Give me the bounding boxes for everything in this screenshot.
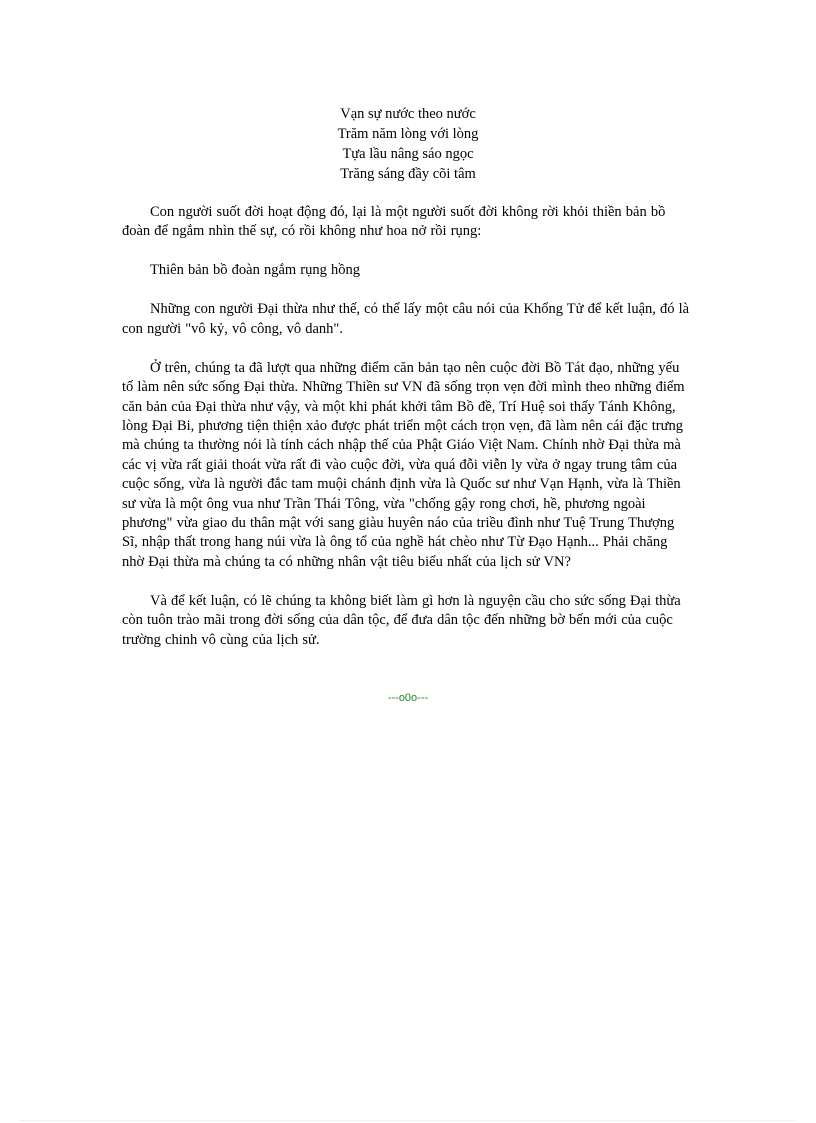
poem-line: Tựa lầu nâng sáo ngọc [342,146,474,162]
poem-line: Trăm năm lòng với lòng [337,126,479,142]
poem-block [0,104,816,184]
verse-line: Thiên bản bồ đoàn ngắm rụng hồng [150,262,360,279]
body-text [122,203,692,670]
paragraph-main: Ở trên, chúng ta đã lượt qua những điểm căn bản tạo nên cuộc đời Bồ Tát đạo, những yếu tố làm nên sức sống Đại thừa. Những Thiền sư VN đã sống trọn vẹn đời mình theo những điểm căn bản của Đại thừa như vậy, và một khi phát khởi tâm Bồ đề, Trí Huệ soi thấy Tánh Không, lòng Đại Bi, phương tiện thiện xảo được phát triển một cách trọn vẹn, đã làm nên cái đặc trưng mà chúng ta thường nói là tính cách nhập thế của Phật Giáo Việt Nam. Chính nhờ Đại thừa mà các vị vừa rất giải thoát vừa rất đi vào cuộc đời, vừa quá đỗi viễn ly vừa ở ngay trung tâm của cuộc sống, vừa là người đắc tam muội chánh định vừa là Quốc sư như Vạn Hạnh, vừa là Thiền sư vừa là một ông vua như Trần Thái Tông, vừa "chống gậy rong chơi, hề, phương ngoài phương" vừa giao du thân mật với sang giàu huyên náo của triều đình như Tuệ Trung Thượng Sĩ, nhập thất trong hang núi vừa là ông tổ của nghề hát chèo như Từ Đạo Hạnh... Phải chăng nhờ Đại thừa mà chúng ta có những nhân vật tiêu biểu nhất của lịch sử VN? [122,359,685,570]
paragraph-final: Và để kết luận, có lẽ chúng ta không biết làm gì hơn là nguyện cầu cho sức sống Đại thừa còn tuôn trào mãi trong đời sống của dân tộc, để đưa dân tộc đến những bờ bến mới của cuộc trường chinh vô cùng của lịch sử. [122,592,681,648]
paragraph-conclusion-quote: Những con người Đại thừa như thế, có thể lấy một câu nói của Khổng Tử để kết luận, đó là con người "vô kỷ, vô công, vô danh". [122,301,690,337]
section-end-mark: ---o0o--- [387,692,429,704]
poem-line: Vạn sự nước theo nước [340,106,476,122]
paragraph-intro: Con người suốt đời hoạt động đó, lại là một người suốt đời không rời khỏi thiền bản bồ đoàn để ngắm nhìn thế sự, có rồi không như hoa nở rồi rụng: [122,204,666,240]
page-bottom-divider [20,1120,796,1121]
poem-line: Trăng sáng đầy cõi tâm [340,166,476,182]
